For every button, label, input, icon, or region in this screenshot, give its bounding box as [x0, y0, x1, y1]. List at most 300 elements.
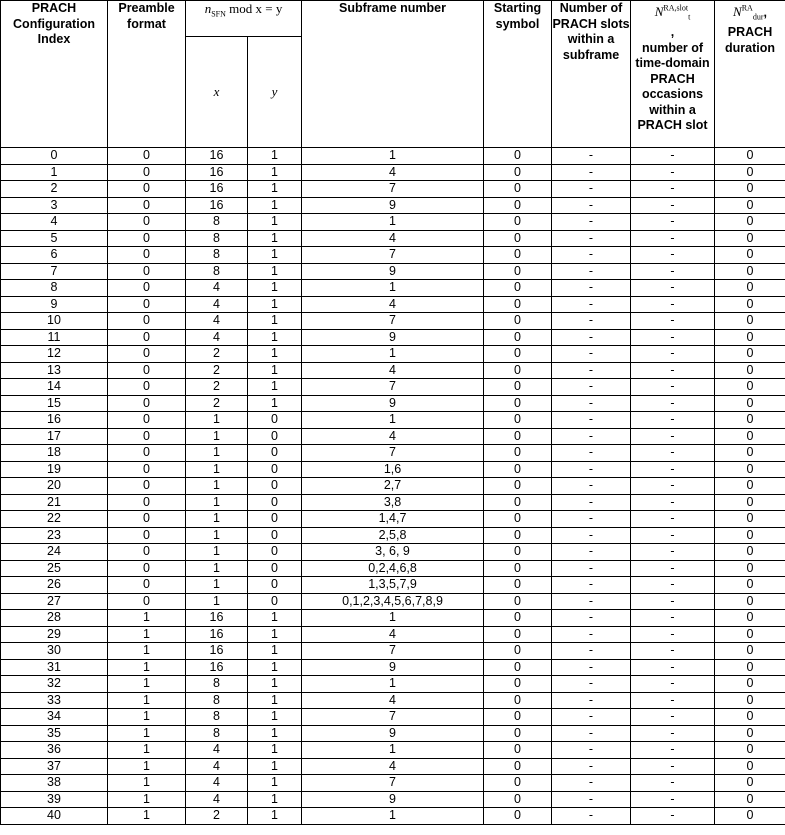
- num-slots-cell: -: [552, 725, 631, 742]
- preamble-format-cell: 0: [108, 346, 186, 363]
- x-cell: 1: [186, 478, 248, 495]
- config-index-cell: 14: [1, 379, 108, 396]
- starting-symbol-cell: 0: [484, 610, 552, 627]
- config-index-cell: 0: [1, 148, 108, 165]
- table-row: [1, 791, 785, 808]
- config-index-cell: 28: [1, 610, 108, 627]
- y-cell: 1: [248, 148, 302, 165]
- subframe-number-cell: 1: [302, 742, 484, 759]
- nt-cell: -: [631, 346, 715, 363]
- preamble-format-cell: 0: [108, 445, 186, 462]
- y-cell: 1: [248, 775, 302, 792]
- num-slots-cell: -: [552, 148, 631, 165]
- table-row: [1, 445, 785, 462]
- x-cell: 4: [186, 791, 248, 808]
- num-slots-cell: -: [552, 626, 631, 643]
- starting-symbol-cell: 0: [484, 296, 552, 313]
- config-index-cell: 15: [1, 395, 108, 412]
- num-slots-cell: -: [552, 659, 631, 676]
- x-cell: 16: [186, 148, 248, 165]
- table-row: [1, 742, 785, 759]
- preamble-format-cell: 0: [108, 329, 186, 346]
- y-cell: 1: [248, 742, 302, 759]
- x-cell: 8: [186, 247, 248, 264]
- preamble-format-cell: 1: [108, 742, 186, 759]
- config-index-cell: 7: [1, 263, 108, 280]
- ndur-cell: 0: [715, 511, 785, 528]
- y-cell: 0: [248, 511, 302, 528]
- y-cell: 1: [248, 643, 302, 660]
- subframe-number-cell: 7: [302, 379, 484, 396]
- starting-symbol-cell: 0: [484, 164, 552, 181]
- y-cell: 1: [248, 758, 302, 775]
- config-index-cell: 26: [1, 577, 108, 594]
- y-cell: 1: [248, 263, 302, 280]
- x-cell: 2: [186, 346, 248, 363]
- x-cell: 4: [186, 329, 248, 346]
- nt-cell: -: [631, 428, 715, 445]
- table-row: [1, 329, 785, 346]
- x-cell: 8: [186, 692, 248, 709]
- num-slots-cell: -: [552, 775, 631, 792]
- table-row: [1, 560, 785, 577]
- config-index-cell: 34: [1, 709, 108, 726]
- table-row: [1, 659, 785, 676]
- ndur-cell: 0: [715, 643, 785, 660]
- y-cell: 0: [248, 560, 302, 577]
- config-index-cell: 3: [1, 197, 108, 214]
- subframe-number-cell: 2,5,8: [302, 527, 484, 544]
- y-cell: 1: [248, 676, 302, 693]
- ndur-cell: 0: [715, 428, 785, 445]
- table-row: [1, 280, 785, 297]
- nt-cell: -: [631, 544, 715, 561]
- config-index-cell: 19: [1, 461, 108, 478]
- num-slots-cell: -: [552, 676, 631, 693]
- x-cell: 1: [186, 593, 248, 610]
- table-row: [1, 362, 785, 379]
- config-index-cell: 25: [1, 560, 108, 577]
- num-slots-cell: -: [552, 197, 631, 214]
- subframe-number-cell: 0,2,4,6,8: [302, 560, 484, 577]
- table-body: [1, 148, 785, 825]
- y-cell: 1: [248, 329, 302, 346]
- nt-cell: -: [631, 230, 715, 247]
- nt-cell: -: [631, 791, 715, 808]
- starting-symbol-cell: 0: [484, 181, 552, 198]
- x-cell: 1: [186, 560, 248, 577]
- col-header-nt-ra-slot: $N^{RA,slot}_t$ , number of time-domain PRACH occasions within a PRACH slot: [631, 1, 715, 148]
- config-index-cell: 22: [1, 511, 108, 528]
- y-cell: 0: [248, 577, 302, 594]
- y-cell: 1: [248, 626, 302, 643]
- table-row: [1, 626, 785, 643]
- preamble-format-cell: 0: [108, 197, 186, 214]
- y-cell: 1: [248, 197, 302, 214]
- ndur-cell: 0: [715, 478, 785, 495]
- subframe-number-cell: 1: [302, 148, 484, 165]
- nt-cell: -: [631, 148, 715, 165]
- nt-cell: -: [631, 362, 715, 379]
- col-header-n-dur: $N^{RA}_{dur}$, PRACH duration: [715, 1, 785, 148]
- subframe-number-cell: 4: [302, 362, 484, 379]
- preamble-format-cell: 1: [108, 692, 186, 709]
- config-index-cell: 10: [1, 313, 108, 330]
- col-header-config-index: PRACH Configuration Index: [1, 1, 108, 148]
- starting-symbol-cell: 0: [484, 742, 552, 759]
- nt-cell: -: [631, 659, 715, 676]
- subframe-number-cell: 7: [302, 643, 484, 660]
- ndur-cell: 0: [715, 247, 785, 264]
- ndur-cell: 0: [715, 808, 785, 825]
- x-cell: 1: [186, 461, 248, 478]
- table-row: [1, 230, 785, 247]
- num-slots-cell: -: [552, 296, 631, 313]
- preamble-format-cell: 1: [108, 709, 186, 726]
- nt-cell: -: [631, 511, 715, 528]
- nt-cell: -: [631, 214, 715, 231]
- subframe-number-cell: 1,3,5,7,9: [302, 577, 484, 594]
- subframe-number-cell: 9: [302, 263, 484, 280]
- col-header-preamble-format: Preamble format: [108, 1, 186, 148]
- subframe-number-cell: 1: [302, 412, 484, 429]
- nt-cell: -: [631, 461, 715, 478]
- num-slots-cell: -: [552, 461, 631, 478]
- nt-cell: -: [631, 247, 715, 264]
- config-index-cell: 6: [1, 247, 108, 264]
- preamble-format-cell: 0: [108, 544, 186, 561]
- ndur-cell: 0: [715, 626, 785, 643]
- subframe-number-cell: 4: [302, 692, 484, 709]
- preamble-format-cell: 1: [108, 676, 186, 693]
- num-slots-cell: -: [552, 610, 631, 627]
- ndur-cell: 0: [715, 148, 785, 165]
- nt-cell: -: [631, 395, 715, 412]
- subframe-number-cell: 4: [302, 758, 484, 775]
- num-slots-cell: -: [552, 758, 631, 775]
- nt-cell: -: [631, 263, 715, 280]
- subframe-number-cell: 1: [302, 280, 484, 297]
- config-index-cell: 4: [1, 214, 108, 231]
- config-index-cell: 38: [1, 775, 108, 792]
- ndur-cell: 0: [715, 296, 785, 313]
- x-cell: 8: [186, 676, 248, 693]
- subframe-number-cell: 7: [302, 247, 484, 264]
- table-row: [1, 197, 785, 214]
- config-index-cell: 37: [1, 758, 108, 775]
- subframe-number-cell: 3,8: [302, 494, 484, 511]
- num-slots-cell: -: [552, 263, 631, 280]
- table-row: [1, 725, 785, 742]
- ndur-cell: 0: [715, 610, 785, 627]
- ndur-cell: 0: [715, 544, 785, 561]
- ndur-cell: 0: [715, 709, 785, 726]
- config-index-cell: 20: [1, 478, 108, 495]
- preamble-format-cell: 0: [108, 379, 186, 396]
- num-slots-cell: -: [552, 692, 631, 709]
- subframe-number-cell: 7: [302, 313, 484, 330]
- preamble-format-cell: 0: [108, 148, 186, 165]
- starting-symbol-cell: 0: [484, 263, 552, 280]
- x-cell: 8: [186, 725, 248, 742]
- col-header-num-slots: Number of PRACH slots within a subframe: [552, 1, 631, 148]
- num-slots-cell: -: [552, 379, 631, 396]
- x-cell: 1: [186, 544, 248, 561]
- preamble-format-cell: 0: [108, 412, 186, 429]
- table-row: [1, 709, 785, 726]
- preamble-format-cell: 0: [108, 214, 186, 231]
- x-cell: 1: [186, 428, 248, 445]
- table-row: [1, 296, 785, 313]
- table-row: [1, 247, 785, 264]
- nt-cell: -: [631, 626, 715, 643]
- starting-symbol-cell: 0: [484, 593, 552, 610]
- nt-cell: -: [631, 527, 715, 544]
- subframe-number-cell: 1: [302, 676, 484, 693]
- starting-symbol-cell: 0: [484, 247, 552, 264]
- table-row: [1, 577, 785, 594]
- col-header-y: y: [248, 37, 302, 148]
- preamble-format-cell: 0: [108, 230, 186, 247]
- ndur-cell: 0: [715, 775, 785, 792]
- ndur-cell: 0: [715, 445, 785, 462]
- nt-cell: -: [631, 742, 715, 759]
- starting-symbol-cell: 0: [484, 445, 552, 462]
- table-row: [1, 181, 785, 198]
- ndur-cell: 0: [715, 329, 785, 346]
- num-slots-cell: -: [552, 527, 631, 544]
- nt-cell: -: [631, 758, 715, 775]
- ndur-cell: 0: [715, 412, 785, 429]
- ndur-cell: 0: [715, 164, 785, 181]
- config-index-cell: 33: [1, 692, 108, 709]
- ndur-cell: 0: [715, 791, 785, 808]
- preamble-format-cell: 0: [108, 494, 186, 511]
- starting-symbol-cell: 0: [484, 494, 552, 511]
- ndur-cell: 0: [715, 560, 785, 577]
- x-cell: 1: [186, 577, 248, 594]
- preamble-format-cell: 0: [108, 247, 186, 264]
- table-row: [1, 692, 785, 709]
- starting-symbol-cell: 0: [484, 148, 552, 165]
- ndur-cell: 0: [715, 263, 785, 280]
- num-slots-cell: -: [552, 230, 631, 247]
- col-header-subframe-number: Subframe number: [302, 1, 484, 148]
- preamble-format-cell: 0: [108, 461, 186, 478]
- x-cell: 16: [186, 626, 248, 643]
- preamble-format-cell: 1: [108, 775, 186, 792]
- nt-cell: -: [631, 379, 715, 396]
- config-index-cell: 13: [1, 362, 108, 379]
- preamble-format-cell: 0: [108, 428, 186, 445]
- starting-symbol-cell: 0: [484, 626, 552, 643]
- nt-cell: -: [631, 412, 715, 429]
- num-slots-cell: -: [552, 808, 631, 825]
- nt-cell: -: [631, 494, 715, 511]
- x-cell: 4: [186, 313, 248, 330]
- num-slots-cell: -: [552, 544, 631, 561]
- config-index-cell: 23: [1, 527, 108, 544]
- y-cell: 1: [248, 181, 302, 198]
- y-cell: 1: [248, 362, 302, 379]
- table-row: [1, 478, 785, 495]
- preamble-format-cell: 1: [108, 626, 186, 643]
- col-header-x: x: [186, 37, 248, 148]
- config-index-cell: 2: [1, 181, 108, 198]
- ndur-cell: 0: [715, 659, 785, 676]
- y-cell: 1: [248, 709, 302, 726]
- num-slots-cell: -: [552, 164, 631, 181]
- subframe-number-cell: 9: [302, 329, 484, 346]
- nt-cell: -: [631, 593, 715, 610]
- config-index-cell: 9: [1, 296, 108, 313]
- num-slots-cell: -: [552, 593, 631, 610]
- config-index-cell: 8: [1, 280, 108, 297]
- config-index-cell: 36: [1, 742, 108, 759]
- starting-symbol-cell: 0: [484, 313, 552, 330]
- x-cell: 4: [186, 280, 248, 297]
- x-cell: 4: [186, 296, 248, 313]
- nt-cell: -: [631, 197, 715, 214]
- num-slots-cell: -: [552, 412, 631, 429]
- preamble-format-cell: 0: [108, 296, 186, 313]
- table-row: [1, 428, 785, 445]
- table-row: [1, 593, 785, 610]
- x-cell: 16: [186, 659, 248, 676]
- nt-cell: -: [631, 577, 715, 594]
- num-slots-cell: -: [552, 362, 631, 379]
- subframe-number-cell: 4: [302, 428, 484, 445]
- y-cell: 1: [248, 395, 302, 412]
- nt-cell: -: [631, 560, 715, 577]
- subframe-number-cell: 4: [302, 626, 484, 643]
- nt-cell: -: [631, 676, 715, 693]
- num-slots-cell: -: [552, 742, 631, 759]
- y-cell: 1: [248, 659, 302, 676]
- num-slots-cell: -: [552, 709, 631, 726]
- ndur-cell: 0: [715, 593, 785, 610]
- ndur-cell: 0: [715, 362, 785, 379]
- config-index-cell: 32: [1, 676, 108, 693]
- starting-symbol-cell: 0: [484, 511, 552, 528]
- ndur-cell: 0: [715, 280, 785, 297]
- config-index-cell: 39: [1, 791, 108, 808]
- x-cell: 8: [186, 263, 248, 280]
- x-cell: 1: [186, 412, 248, 429]
- y-cell: 1: [248, 247, 302, 264]
- x-cell: 4: [186, 758, 248, 775]
- nt-cell: -: [631, 478, 715, 495]
- x-cell: 16: [186, 197, 248, 214]
- table-row: [1, 643, 785, 660]
- nt-cell: -: [631, 808, 715, 825]
- subframe-number-cell: 9: [302, 197, 484, 214]
- ndur-cell: 0: [715, 692, 785, 709]
- y-cell: 1: [248, 230, 302, 247]
- table-row: [1, 214, 785, 231]
- y-cell: 1: [248, 791, 302, 808]
- x-cell: 4: [186, 775, 248, 792]
- config-index-cell: 1: [1, 164, 108, 181]
- ndur-cell: 0: [715, 494, 785, 511]
- subframe-number-cell: 1: [302, 346, 484, 363]
- ndur-cell: 0: [715, 725, 785, 742]
- y-cell: 0: [248, 428, 302, 445]
- y-cell: 0: [248, 527, 302, 544]
- y-cell: 1: [248, 280, 302, 297]
- config-index-cell: 12: [1, 346, 108, 363]
- table-row: [1, 164, 785, 181]
- table-row: [1, 379, 785, 396]
- num-slots-cell: -: [552, 214, 631, 231]
- x-cell: 16: [186, 610, 248, 627]
- starting-symbol-cell: 0: [484, 362, 552, 379]
- preamble-format-cell: 1: [108, 659, 186, 676]
- x-cell: 8: [186, 709, 248, 726]
- y-cell: 1: [248, 164, 302, 181]
- num-slots-cell: -: [552, 445, 631, 462]
- preamble-format-cell: 0: [108, 478, 186, 495]
- table-row: [1, 544, 785, 561]
- y-cell: 0: [248, 461, 302, 478]
- nt-cell: -: [631, 610, 715, 627]
- y-cell: 0: [248, 412, 302, 429]
- preamble-format-cell: 0: [108, 263, 186, 280]
- x-cell: 2: [186, 362, 248, 379]
- config-index-cell: 11: [1, 329, 108, 346]
- preamble-format-cell: 1: [108, 643, 186, 660]
- ndur-cell: 0: [715, 197, 785, 214]
- col-header-starting-symbol: Starting symbol: [484, 1, 552, 148]
- starting-symbol-cell: 0: [484, 659, 552, 676]
- y-cell: 1: [248, 346, 302, 363]
- subframe-number-cell: 3, 6, 9: [302, 544, 484, 561]
- starting-symbol-cell: 0: [484, 527, 552, 544]
- table-row: [1, 676, 785, 693]
- config-index-cell: 40: [1, 808, 108, 825]
- config-index-cell: 24: [1, 544, 108, 561]
- subframe-number-cell: 9: [302, 791, 484, 808]
- starting-symbol-cell: 0: [484, 791, 552, 808]
- x-cell: 2: [186, 808, 248, 825]
- ndur-cell: 0: [715, 676, 785, 693]
- subframe-number-cell: 7: [302, 709, 484, 726]
- preamble-format-cell: 1: [108, 610, 186, 627]
- table-row: [1, 395, 785, 412]
- y-cell: 0: [248, 593, 302, 610]
- table-row: [1, 808, 785, 825]
- table-row: [1, 412, 785, 429]
- config-index-cell: 30: [1, 643, 108, 660]
- nt-cell: -: [631, 445, 715, 462]
- starting-symbol-cell: 0: [484, 692, 552, 709]
- preamble-format-cell: 0: [108, 313, 186, 330]
- num-slots-cell: -: [552, 247, 631, 264]
- subframe-number-cell: 7: [302, 445, 484, 462]
- table-row: [1, 775, 785, 792]
- num-slots-cell: -: [552, 313, 631, 330]
- y-cell: 1: [248, 610, 302, 627]
- config-index-cell: 5: [1, 230, 108, 247]
- starting-symbol-cell: 0: [484, 280, 552, 297]
- preamble-format-cell: 0: [108, 280, 186, 297]
- preamble-format-cell: 0: [108, 560, 186, 577]
- starting-symbol-cell: 0: [484, 379, 552, 396]
- starting-symbol-cell: 0: [484, 346, 552, 363]
- col-header-sfn-mod: $n_{SFN}$ mod x = y: [186, 1, 302, 37]
- subframe-number-cell: 9: [302, 725, 484, 742]
- starting-symbol-cell: 0: [484, 577, 552, 594]
